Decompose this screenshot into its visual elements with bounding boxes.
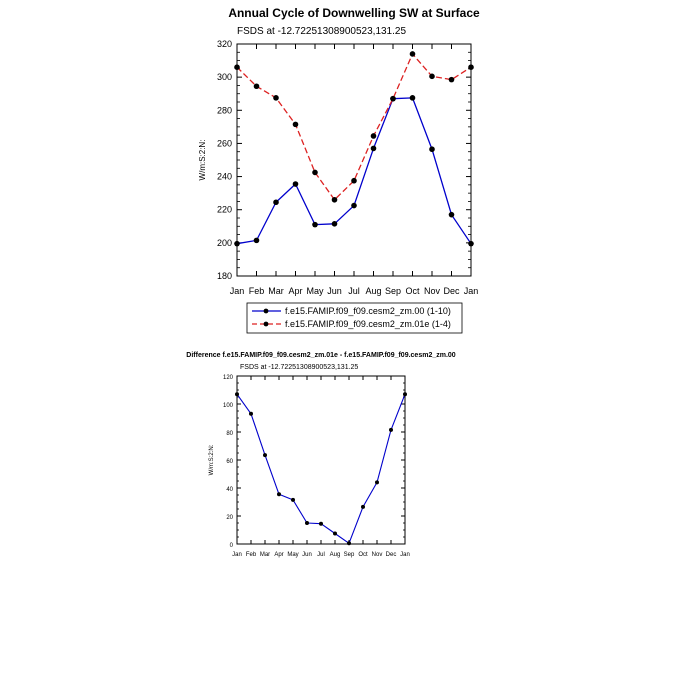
x-tick-label: Dec <box>443 286 460 296</box>
data-point <box>235 392 239 396</box>
x-tick-label: Oct <box>405 286 420 296</box>
data-point <box>429 146 435 152</box>
data-point <box>429 74 435 80</box>
y-tick-label: 40 <box>226 487 233 493</box>
x-tick-label: Oct <box>358 552 368 558</box>
x-tick-label: Dec <box>385 552 397 558</box>
data-point <box>273 95 279 101</box>
y-tick-label: 120 <box>222 375 233 381</box>
y-tick-label: 0 <box>229 543 233 549</box>
x-tick-label: Nov <box>423 286 441 296</box>
legend-label-2: f.e15.FAMIP.f09_f09.cesm2_zm.01e (1-4) <box>285 319 451 329</box>
data-point <box>389 428 393 432</box>
y-tick-label: 80 <box>226 431 233 437</box>
data-point <box>273 199 279 205</box>
x-tick-label: Feb <box>248 286 265 296</box>
data-point <box>254 238 260 244</box>
data-point <box>361 505 365 509</box>
data-point <box>351 178 357 184</box>
series-line-1 <box>237 394 405 543</box>
y-tick-label: 240 <box>216 171 232 182</box>
y-tick-label: 20 <box>226 515 233 521</box>
data-point <box>234 241 240 247</box>
data-point <box>410 95 416 101</box>
y-tick-label: 280 <box>216 105 232 116</box>
x-tick-label: Mar <box>268 286 284 296</box>
data-point <box>449 212 455 218</box>
x-tick-label: Apr <box>288 286 303 296</box>
y-tick-label: 60 <box>226 459 233 465</box>
chart-title: Difference f.e15.FAMIP.f09_f09.cesm2_zm.01e - f.e15.FAMIP.f09_f09.cesm2_zm.00 <box>186 352 456 359</box>
y-tick-label: 260 <box>216 138 232 149</box>
x-tick-label: Apr <box>274 552 284 558</box>
data-point <box>254 83 260 89</box>
plot-frame <box>237 376 405 544</box>
x-tick-label: Aug <box>329 552 341 558</box>
x-tick-label: Jun <box>302 552 312 558</box>
legend-label-1: f.e15.FAMIP.f09_f09.cesm2_zm.00 (1-10) <box>285 306 451 316</box>
y-tick-label: 200 <box>216 237 232 248</box>
data-point <box>305 521 309 525</box>
data-point <box>351 203 357 209</box>
x-tick-label: Jan <box>400 552 410 558</box>
legend <box>247 303 462 333</box>
x-tick-label: Feb <box>245 552 257 558</box>
data-point <box>449 77 455 83</box>
plot-frame <box>237 44 471 276</box>
x-tick-label: Jun <box>327 286 342 296</box>
data-point <box>403 392 407 396</box>
data-point <box>333 532 337 536</box>
data-point <box>277 492 281 496</box>
data-point <box>234 64 240 70</box>
x-tick-label: Sep <box>343 552 355 558</box>
data-point <box>291 498 295 502</box>
x-tick-label: May <box>306 286 324 296</box>
x-tick-label: Nov <box>371 552 383 558</box>
y-tick-label: 180 <box>216 271 232 281</box>
data-point <box>332 221 338 227</box>
data-point <box>390 96 396 102</box>
y-tick-label: 100 <box>222 403 233 409</box>
data-point <box>263 453 267 457</box>
x-tick-label: Jan <box>229 286 245 296</box>
x-tick-label: Jul <box>317 552 325 558</box>
x-tick-label: Jan <box>232 552 242 558</box>
data-point <box>332 197 338 203</box>
data-point <box>371 133 377 139</box>
y-axis-label: W/m:S:2:N: <box>198 139 207 181</box>
data-point <box>468 241 474 247</box>
data-point <box>319 522 323 526</box>
chart-subtitle: FSDS at -12.72251308900523,131.25 <box>240 364 359 371</box>
legend-marker <box>264 322 269 327</box>
x-tick-label: May <box>287 552 299 558</box>
data-point <box>375 480 379 484</box>
data-point <box>468 64 474 70</box>
legend-marker <box>264 309 269 314</box>
data-point <box>249 412 253 416</box>
chart-subtitle: FSDS at -12.72251308900523,131.25 <box>237 26 407 37</box>
data-point <box>312 222 318 228</box>
x-tick-label: Aug <box>365 286 382 296</box>
data-point <box>293 122 299 128</box>
data-point <box>410 51 416 57</box>
x-tick-label: Mar <box>259 552 271 558</box>
data-point <box>312 170 318 176</box>
chart-title: Annual Cycle of Downwelling SW at Surface <box>228 6 480 20</box>
x-tick-label: Jul <box>348 286 360 296</box>
chart-panel-2 <box>186 352 455 558</box>
data-point <box>293 181 299 187</box>
series-line-2 <box>237 54 471 200</box>
series-line-1 <box>237 98 471 244</box>
y-axis-label: W/m:S:2:N: <box>209 444 215 476</box>
y-tick-label: 300 <box>216 72 232 83</box>
data-point <box>347 541 351 545</box>
data-point <box>371 146 377 152</box>
y-tick-label: 320 <box>216 39 232 49</box>
chart-panel-1 <box>198 6 480 333</box>
x-tick-label: Sep <box>384 286 402 296</box>
y-tick-label: 220 <box>216 204 232 215</box>
x-tick-label: Jan <box>463 286 479 296</box>
